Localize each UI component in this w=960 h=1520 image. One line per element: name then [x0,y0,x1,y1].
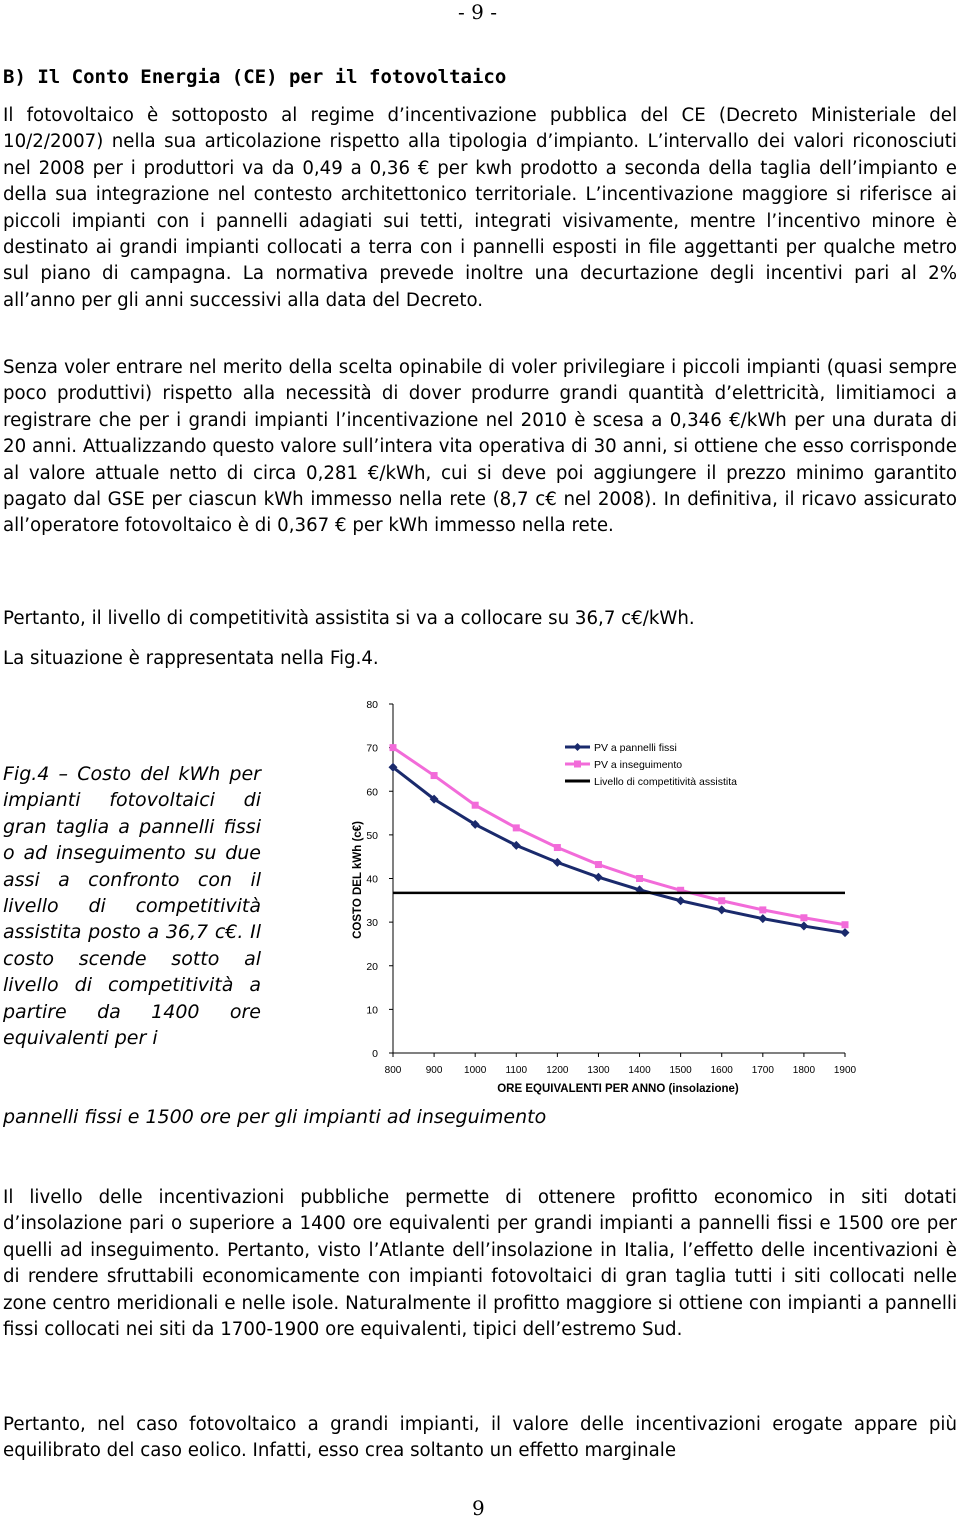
x-tick-label: 800 [384,1065,402,1076]
legend-label: PV a inseguimento [594,759,683,771]
section-heading: B) Il Conto Energia (CE) per il fotovoltaico [3,66,507,88]
data-point [595,861,602,868]
x-tick-label: 1600 [710,1065,733,1076]
data-point [676,896,685,905]
series-1 [389,763,850,937]
page-footer-number: 9 [472,1496,485,1520]
legend-item [565,742,677,754]
series-line [393,748,845,925]
x-tick-label: 1400 [628,1065,651,1076]
data-point [594,873,603,882]
x-tick-label: 1100 [505,1065,528,1076]
paragraph-fig-reference: La situazione è rappresentata nella Fig.4. [3,648,379,669]
y-tick-label: 50 [366,829,378,842]
legend-item [565,759,682,771]
data-point [759,906,766,913]
page-number: - 9 - [458,0,497,24]
x-tick-label: 1700 [751,1065,774,1076]
paragraph-conclusione: Pertanto, nel caso fotovoltaico a grandi impianti, il valore delle incentivazioni erogate appare più equilibrato del caso eolico. Infatti, esso crea soltanto un effetto marginale [3,1414,957,1462]
legend-item [565,776,737,788]
x-tick-label: 1900 [833,1065,857,1076]
data-point [390,744,397,751]
y-tick-label: 60 [366,786,378,799]
y-tick-label: 0 [372,1048,378,1060]
series-2 [390,744,849,928]
data-point [554,844,561,851]
data-point [841,928,850,937]
y-tick-label: 10 [366,1004,378,1017]
chart-legend [565,742,737,788]
y-tick-label: 80 [366,699,378,711]
paragraph-conto-energia: Il fotovoltaico è sottoposto al regime d’incentivazione pubblica del CE (Decreto Ministeriale del 10/2/2007) nella sua articolazione rispetto alla tipologia d’impianto. L’intervallo dei valori riconosciuti nel 2008 per i produttori va da 0,49 a 0,36 € per kwh prodotto a seconda della taglia dell’impianto e della sua integrazione nel contesto architettonico territoriale. L’incentivazione maggiore si riferisce ai piccoli impianti con i pannelli adagiati sui tetti, integrati visivamente, mentre l’incentivo minore è destinato ai grandi impianti collocati a terra con i pannelli esposti in file aggettanti per qualche metro sul piano di campagna. La normativa prevede inoltre una decurtazione degli incentivi pari al 2% all’anno per gli anni successivi alla data del Decreto. [3,105,957,311]
data-point [799,922,808,931]
paragraph-incentivazione: Senza voler entrare nel merito della scelta opinabile di voler privilegiare i piccoli impianti (quasi sempre poco produttivi) rispetto alla necessità di dover produrre grandi quantità d’elettricità, limitiamoci a registrare che per i grandi impianti l’incentivazione nel 2010 è scesa a 0,346 €/kWh per una durata di 20 anni. Attualizzando questo valore sull’intera vita operativa di 30 anni, si ottiene che esso corrisponde al valore attuale netto di circa 0,281 €/kWh, cui si deve poi aggiungere il prezzo minimo garantito pagato dal GSE per ciascun kWh immesso nella rete (8,7 c€ nel 2008). In definitiva, il ricavo assicurato all’operatore fotovoltaico è di 0,367 € per kWh immesso nella rete. [3,357,957,537]
data-point [758,914,767,923]
data-point [717,905,726,914]
data-point [472,802,479,809]
x-tick-label: 1200 [546,1065,569,1076]
y-ticks [366,699,393,1060]
chart-axes [393,704,845,1053]
data-point [513,824,520,831]
legend-label: PV a pannelli fissi [594,742,677,754]
paragraph-competitivita: Pertanto, il livello di competitività assistita si va a collocare su 36,7 c€/kWh. [3,608,695,629]
figure-caption-tail: pannelli fissi e 1500 ore per gli impianti ad inseguimento [3,1106,547,1128]
figure-caption: Fig.4 – Costo del kWh per impianti fotovoltaici di gran taglia a pannelli fissi o ad inseguimento su due assi a confronto con il livello di competitività assistita posto a 36,7 c€. Il costo scende sotto al livello di competitività a partire da 1400 ore equivalenti per i [3,763,261,1050]
y-tick-label: 40 [366,873,378,886]
x-tick-label: 1000 [464,1065,487,1076]
data-point [718,897,725,904]
data-point [800,914,807,921]
legend-marker [574,761,581,768]
x-tick-label: 1800 [792,1065,816,1076]
data-point [431,772,438,779]
x-ticks [385,1053,857,1076]
data-point [842,921,849,928]
x-tick-label: 1300 [587,1065,610,1076]
series-layer [389,744,850,937]
paragraph-livello-incentivazioni: Il livello delle incentivazioni pubbliche permette di ottenere profitto economico in siti dotati d’insolazione pari o superiore a 1400 ore equivalenti per grandi impianti a pannelli fissi e 1500 ore per quelli ad inseguimento. Pertanto, visto l’Atlante dell’insolazione in Italia, l’effetto delle incentivazioni è di rendere sfruttabili economicamente con impianti fotovoltaici di gran taglia tutti i siti collocati nelle zone centro meridionali e nelle isole. Naturalmente il profitto maggiore si ottiene con impianti a pannelli fissi collocati nei siti da 1700-1900 ore equivalenti, tipici dell’estremo Sud. [3,1187,957,1341]
legend-label: Livello di competitività assistita [594,776,737,788]
y-tick-label: 70 [366,742,378,755]
x-tick-label: 1500 [669,1065,692,1076]
y-tick-label: 20 [366,960,378,973]
x-tick-label: 900 [425,1065,443,1076]
y-tick-label: 30 [366,917,378,930]
data-point [636,875,643,882]
data-point [553,858,562,867]
cost-chart [340,690,870,1100]
series-line [393,767,845,932]
legend-marker [574,743,582,751]
y-axis-label: COSTO DEL kWh (c€) [352,821,364,939]
x-axis-label: ORE EQUIVALENTI PER ANNO (insolazione) [497,1083,739,1095]
